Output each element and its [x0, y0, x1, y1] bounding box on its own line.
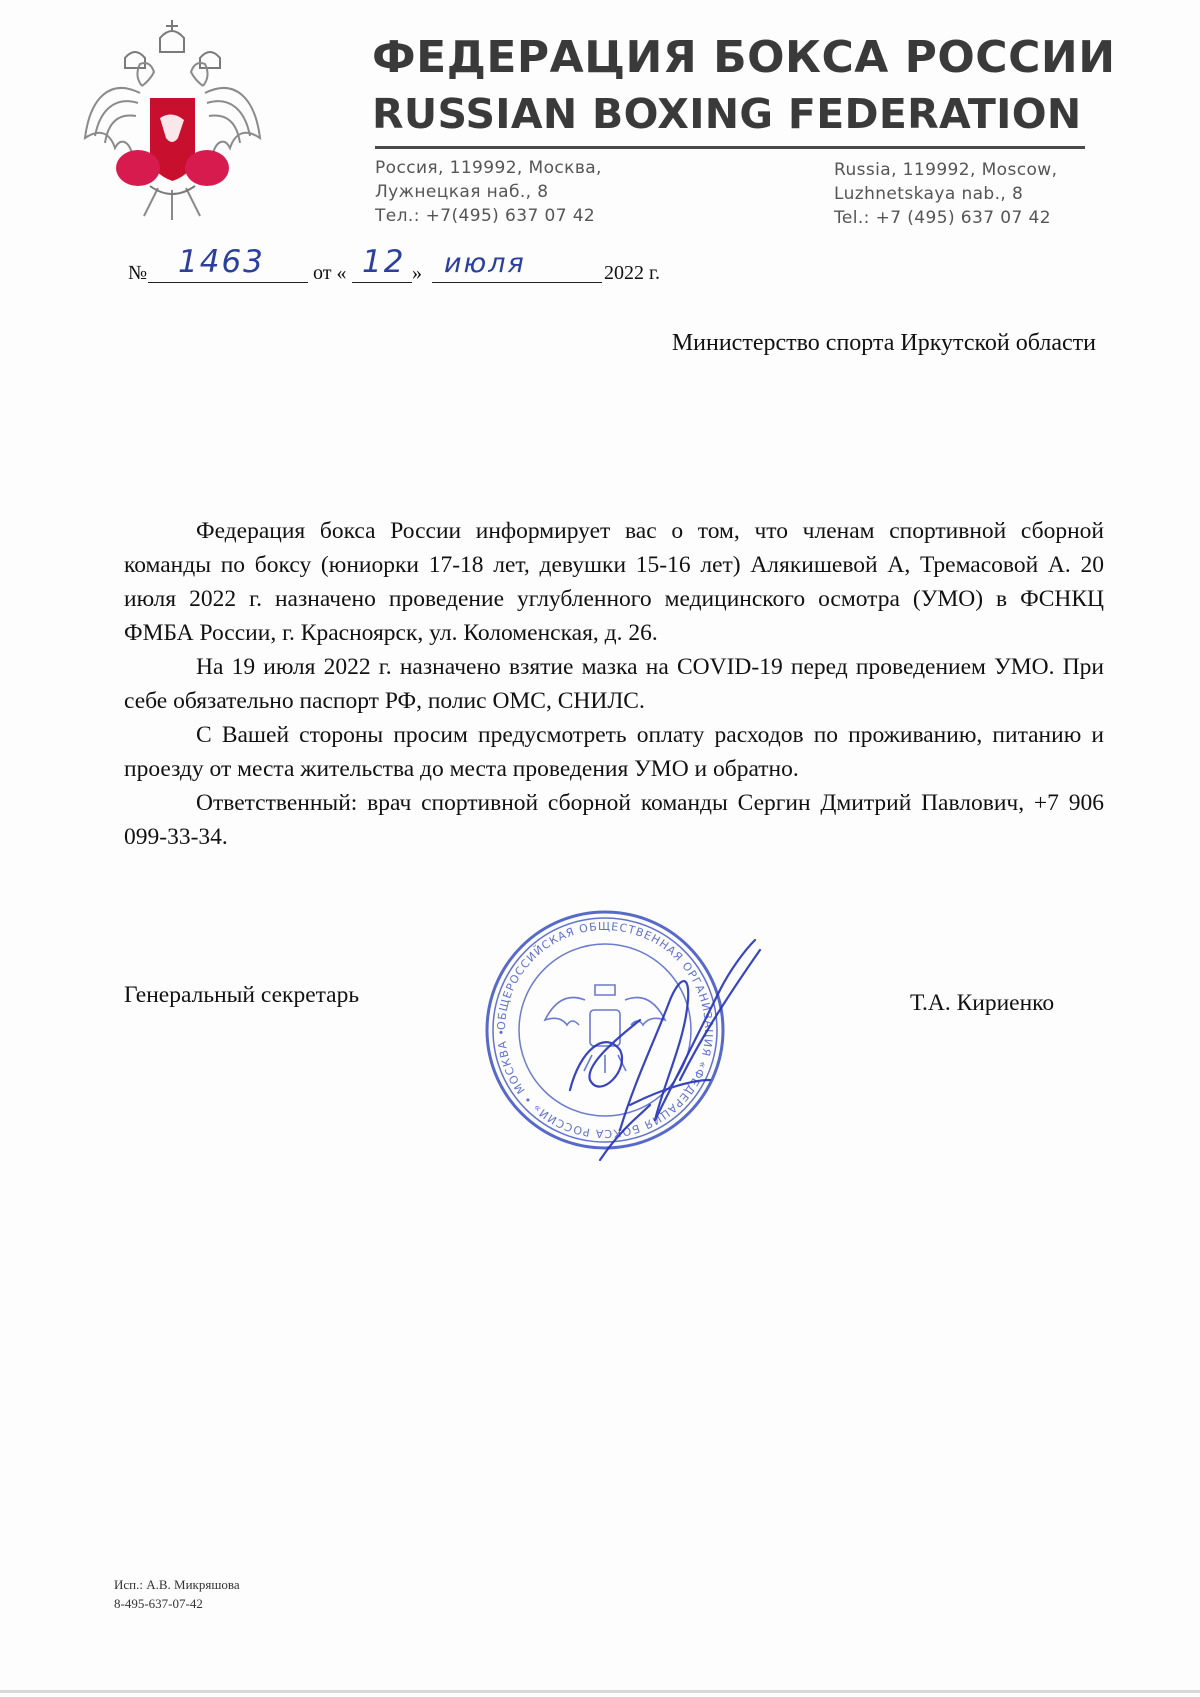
- signatory-title: Генеральный секретарь: [124, 982, 360, 1008]
- date-day: 12: [362, 244, 406, 280]
- executor-name: Исп.: А.В. Микряшова: [114, 1577, 240, 1592]
- double-headed-eagle-emblem-icon: [80, 18, 265, 228]
- signatory-name: Т.А. Кириенко: [910, 990, 1055, 1016]
- scan-edge: [0, 1690, 1200, 1693]
- body-paragraph: Ответственный: врач спортивной сборной команды Сергин Дмитрий Павлович, +7 906 099-33-34.: [124, 790, 1104, 850]
- address-ru-line: Лужнецкая наб., 8: [375, 182, 549, 202]
- stamp-text: ОБЩЕРОССИЙСКАЯ ОБЩЕСТВЕННАЯ ОРГАНИЗАЦИЯ «ФЕДЕРАЦИЯ БОКСА РОССИИ» • МОСКВА •: [494, 919, 716, 1141]
- registration-number: 1463: [178, 244, 265, 280]
- address-ru-line: Россия, 119992, Москва,: [375, 158, 602, 178]
- handwritten-signature-icon: [560, 930, 780, 1170]
- address-en-line: Russia, 119992, Moscow,: [834, 160, 1058, 180]
- date-from-label: от «: [313, 262, 347, 284]
- organization-name-en: RUSSIAN BOXING FEDERATION: [372, 90, 1082, 138]
- address-en-line: Luzhnetskaya nab., 8: [834, 184, 1024, 204]
- organization-name-ru: ФЕДЕРАЦИЯ БОКСА РОССИИ: [372, 32, 1116, 83]
- address-en: [834, 158, 1057, 230]
- date-month: июля: [444, 248, 526, 279]
- letter-body: [124, 514, 1104, 854]
- date-year: 2022 г.: [604, 262, 660, 284]
- body-paragraph: Федерация бокса России информирует вас о том, что членам спортивной сборной команды по боксу (юниорки 17-18 лет, девушки 15-16 лет) Алякишевой А, Тремасовой А. 20 июля 2022 г. назначено проведение углубленного медицинского осмотра (УМО) в ФСНКЦ ФМБА России, г. Красноярск, ул. Коломенская, д. 26.: [124, 518, 1104, 646]
- header-divider: [375, 146, 1085, 149]
- executor-phone: 8-495-637-07-42: [114, 1596, 203, 1611]
- addressee: Министерство спорта Иркутской области: [671, 330, 1096, 356]
- body-paragraph: На 19 июля 2022 г. назначено взятие мазка на COVID-19 перед проведением УМО. При себе обязательно паспорт РФ, полис ОМС, СНИЛС.: [124, 654, 1104, 714]
- address-ru: [375, 156, 602, 228]
- address-en-line: Tel.: +7 (495) 637 07 42: [834, 208, 1051, 228]
- registration-number-label: №: [128, 262, 148, 284]
- date-quote-close: »: [412, 262, 422, 284]
- address-ru-line: Тел.: +7(495) 637 07 42: [375, 206, 596, 226]
- body-paragraph: С Вашей стороны просим предусмотреть оплату расходов по проживанию, питанию и проезду от места жительства до места проведения УМО и обратно.: [124, 722, 1104, 782]
- executor-info: [114, 1575, 240, 1613]
